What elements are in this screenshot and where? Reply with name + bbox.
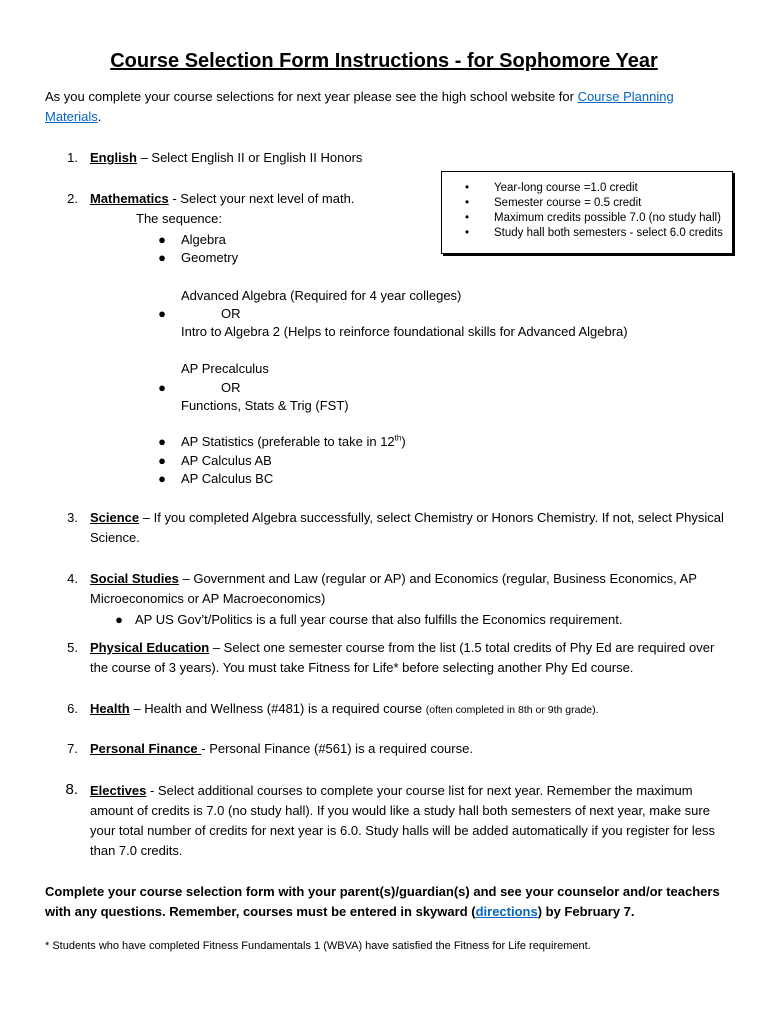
intro-end: .: [97, 109, 102, 124]
bullet: ●: [115, 612, 123, 627]
footnote: * Students who have completed Fitness Fundamentals 1 (WBVA) have satisfied the Fitness for Life requirement.: [45, 940, 591, 952]
social-studies-bullet: AP US Gov’t/Politics is a full year course that also fulfills the Economics requirement.: [135, 612, 623, 627]
intro-paragraph: [45, 87, 725, 127]
item-number: 1.: [67, 150, 78, 165]
credits-item: • Semester course = 0.5 credit: [442, 196, 732, 211]
math-fst: Functions, Stats & Trig (FST): [181, 398, 349, 413]
ap-stats-end: ): [401, 434, 406, 449]
science-text: – If you completed Algebra successfully, select Chemistry or Honors Chemistry. If not, select Physical Science.: [90, 510, 724, 545]
page-title: Course Selection Form Instructions - for Sophomore Year: [110, 50, 658, 72]
english-item: [90, 148, 730, 168]
finance-text: - Personal Finance (#561) is a required course.: [201, 741, 473, 756]
finance-item: [90, 739, 730, 759]
bullet: ●: [158, 471, 166, 486]
math-text: - Select your next level of math.: [168, 191, 355, 206]
credits-item: • Maximum credits possible 7.0 (no study hall): [442, 211, 732, 226]
bullet: ●: [158, 453, 166, 468]
closing-paragraph: [45, 882, 735, 922]
social-studies-heading: Social Studies: [90, 571, 179, 586]
english-heading: English: [90, 150, 137, 165]
credits-info-box: [441, 171, 733, 254]
math-algebra: Algebra: [181, 232, 226, 247]
math-geometry: Geometry: [181, 250, 239, 265]
pe-text: – Select one semester course from the list (1.5 total credits of Phy Ed are required over the course of 3 years). You must take Fitness for Life* before selecting another Phy Ed course.: [90, 640, 715, 675]
health-note: (often completed in 8th or 9th grade).: [425, 704, 599, 716]
bullet: ●: [158, 380, 166, 395]
math-or: OR: [221, 306, 241, 321]
math-ap-precalc: AP Precalculus: [181, 361, 269, 376]
science-item: [90, 508, 730, 548]
credits-item: • Year-long course =1.0 credit: [442, 181, 732, 196]
health-text: – Health and Wellness (#481) is a required course: [129, 701, 426, 716]
credits-item: • Study hall both semesters - select 6.0 credits: [442, 226, 732, 241]
item-number: 7.: [67, 741, 78, 756]
electives-item: [90, 781, 730, 861]
intro-text: As you complete your course selections for next year please see the high school website for: [45, 89, 578, 104]
item-number: 6.: [67, 701, 78, 716]
item-number: 5.: [67, 640, 78, 655]
item-number: 3.: [67, 510, 78, 525]
pe-heading: Physical Education: [90, 640, 210, 655]
math-ap-calc-ab: AP Calculus AB: [181, 453, 272, 468]
item-number: 2.: [67, 191, 78, 206]
math-or: OR: [221, 380, 241, 395]
item-number: 4.: [67, 571, 78, 586]
course-planning-link[interactable]: Course Planning Materials: [45, 89, 674, 124]
math-ap-calc-bc: AP Calculus BC: [181, 471, 274, 486]
electives-heading: Electives: [90, 783, 147, 798]
bullet: ●: [158, 232, 166, 247]
social-studies-text: – Government and Law (regular or AP) and Economics (regular, Business Economics, AP Microeconomics or AP Macroeconomics): [90, 571, 697, 606]
item-number: 8.: [65, 781, 78, 798]
math-heading: Mathematics: [90, 191, 169, 206]
bullet: ●: [158, 250, 166, 265]
health-item: [90, 699, 730, 720]
english-text: – Select English II or English II Honors: [136, 150, 363, 165]
bullet: ●: [158, 306, 166, 321]
bullet: ●: [158, 434, 166, 449]
finance-heading: Personal Finance: [90, 741, 202, 756]
math-advanced-algebra: Advanced Algebra (Required for 4 year colleges): [181, 288, 462, 303]
ap-stats-text: AP Statistics (preferable to take in 12: [181, 434, 395, 449]
closing-text: Complete your course selection form with your parent(s)/guardian(s) and see your counselor and/or teachers with any questions. Remember, courses must be entered in skyward (: [45, 884, 720, 919]
math-item: [90, 189, 430, 209]
health-heading: Health: [90, 701, 130, 716]
math-sequence-label: The sequence:: [136, 211, 223, 226]
pe-item: [90, 638, 730, 678]
ap-stats-sup: th: [394, 433, 402, 443]
directions-link[interactable]: directions: [475, 904, 538, 919]
math-ap-stats: [181, 432, 406, 452]
social-studies-item: [90, 569, 730, 609]
electives-text: - Select additional courses to complete your course list for next year. Remember the maximum amount of credits is 7.0 (no study hall). If you would like a study hall both semesters of next year, make sure your total number of credits for next year is 6.0. Study halls will be added automatically if you register for less than 7.0 credits.: [90, 783, 716, 858]
science-heading: Science: [90, 510, 140, 525]
math-intro-algebra2: Intro to Algebra 2 (Helps to reinforce foundational skills for Advanced Algebra): [181, 324, 628, 339]
closing-end: ) by February 7.: [537, 904, 635, 919]
